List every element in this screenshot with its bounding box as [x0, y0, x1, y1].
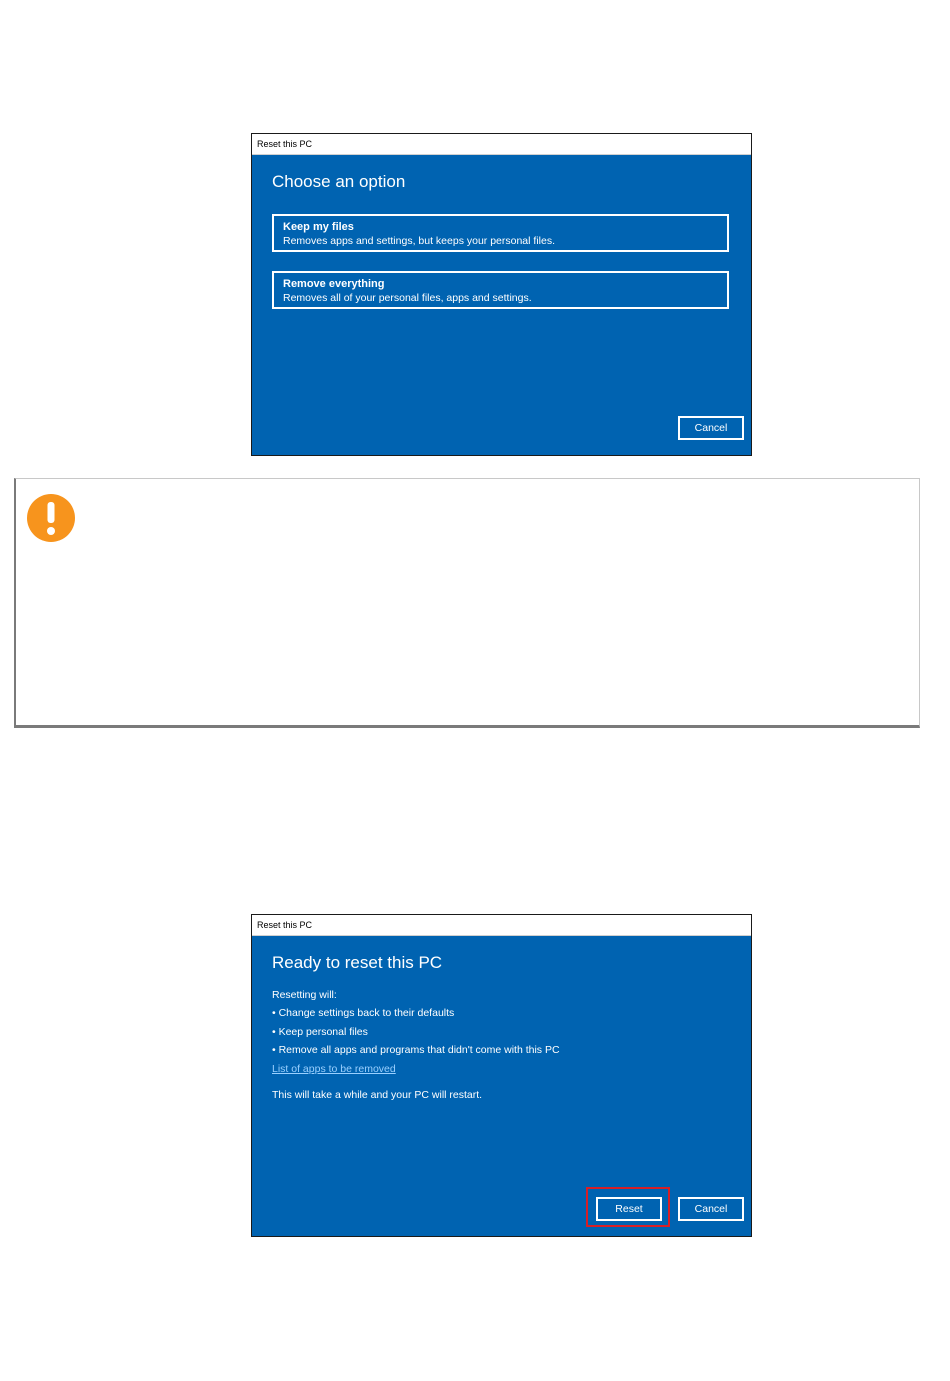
- bullet-change-settings: • Change settings back to their defaults: [272, 1007, 455, 1019]
- reset-pc-dialog-choose-option: [251, 133, 752, 456]
- list-of-apps-link[interactable]: List of apps to be removed: [272, 1063, 396, 1075]
- option-title: Remove everything: [283, 278, 385, 290]
- window-title: Reset this PC: [252, 915, 751, 936]
- dialog-heading: Ready to reset this PC: [272, 953, 443, 972]
- resetting-will-label: Resetting will:: [272, 989, 337, 1001]
- window-title: Reset this PC: [252, 134, 751, 155]
- dialog-heading: Choose an option: [272, 172, 406, 191]
- cancel-button[interactable]: Cancel: [678, 416, 744, 440]
- option-description: Removes all of your personal files, apps and settings.: [283, 292, 532, 304]
- option-title: Keep my files: [283, 221, 354, 233]
- reset-pc-dialog-ready: [251, 914, 752, 1237]
- warning-icon: [26, 493, 76, 543]
- remove-everything-option[interactable]: [272, 271, 729, 309]
- cancel-button[interactable]: Cancel: [678, 1197, 744, 1221]
- restart-notice: This will take a while and your PC will restart.: [272, 1089, 483, 1101]
- bullet-remove-apps: • Remove all apps and programs that didn't come with this PC: [272, 1044, 560, 1056]
- reset-button[interactable]: Reset: [596, 1197, 662, 1221]
- important-note-box: [14, 478, 920, 728]
- bullet-keep-files: • Keep personal files: [272, 1026, 368, 1038]
- keep-my-files-option[interactable]: [272, 214, 729, 252]
- option-description: Removes apps and settings, but keeps your personal files.: [283, 235, 555, 247]
